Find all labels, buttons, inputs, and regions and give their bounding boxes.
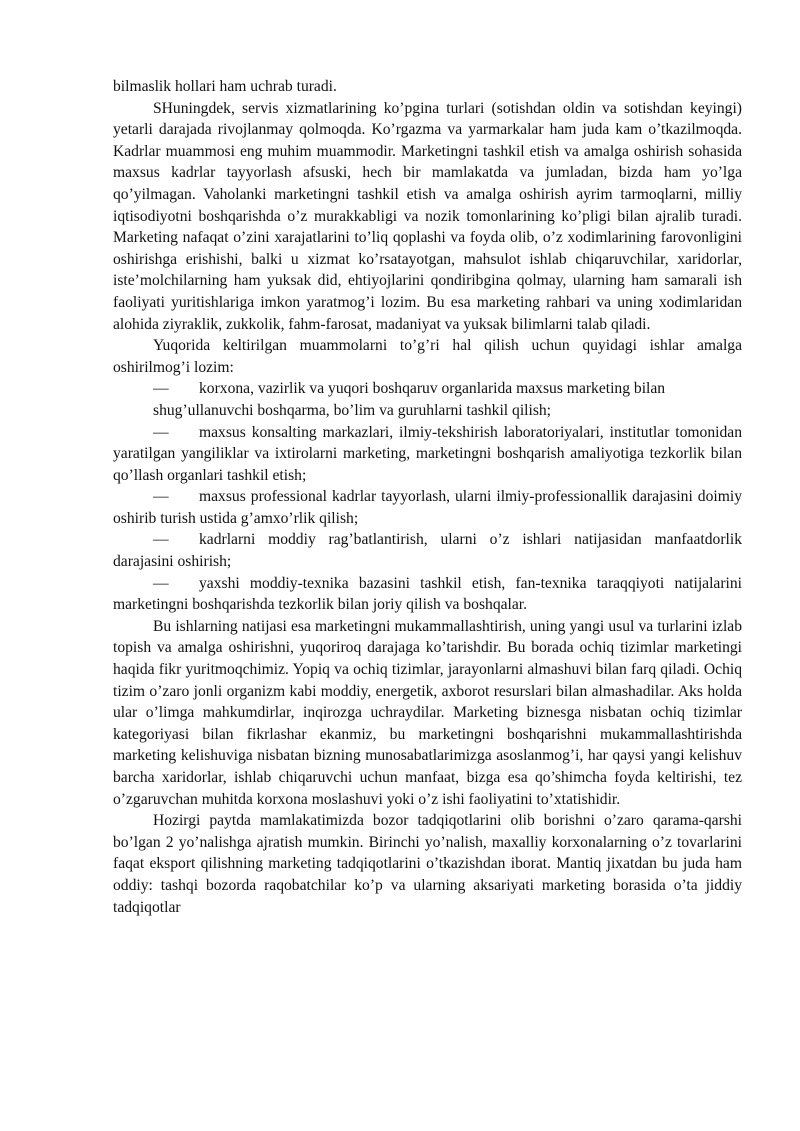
list-item-text: maxsus konsalting markazlari, ilmiy-tekshirish laboratoriyalari, institutlar tomonidan yaratilgan yangiliklar va ixtirolarni marketing, marketingni boshqarish amaliyotiga tezkorlik bilan qo’llash organlari tashkil etish; (113, 423, 742, 484)
list-item-continuation: shug’ullanuvchi boshqarma, bo’lim va guruhlarni tashkil qilish; (153, 401, 552, 419)
dash-marker: — (153, 423, 169, 441)
dash-marker: — (153, 488, 169, 506)
list-item-text: yaxshi moddiy-texnika bazasini tashkil etish, fan-texnika taraqqiyoti natijalarini marketingni boshqarishda tezkorlik bilan joriy qilish va boshqalar. (113, 574, 742, 614)
paragraph-services: SHuningdek, servis xizmatlarining ko’pgina turlari (sotishdan oldin va sotishdan keyingi) yetarli darajada rivojlanmay qolmoqda. Ko’rgazma va yarmarkalar ham juda kam o’tkazilmoqda. Kadrlar muammosi eng muhim muammodir. Marketingni tashkil etish va amalga oshirish sohasida maxsus kadrlar tayyorlash afsuski, hech bir mamlakatda va jumladan, bizda ham yo’lga qo’yilmagan. Vaholanki marketingni tashkil etish va amalga oshirish ayrim tarmoqlarni, milliy iqtisodiyotni boshqarishda o’z murakkabligi va nozik tomonlarining ko’pligi bilan ajralib turadi. Marketing nafaqat o’zini xarajatlarini to’liq qoplashi va foyda olib, o’z xodimlarining farovonligini oshirishga erishishi, balki u xizmat ko’rsatayotgan, mahsulot ishlab chiqaruvchilar, xaridorlar, iste’molchilarning ham yuksak did, ehtiyojlarini qondiribgina qolmay, ularning ham samarali ish faoliyati yuritishlariga imkon yaratmog’i lozim. Bu esa marketing rahbari va uning xodimlaridan alohida ziyraklik, zukkolik, fahm-farosat, madaniyat va yuksak bilimlarni talab qiladi. (113, 99, 742, 333)
paragraph-market-research: Hozirgi paytda mamlakatimizda bozor tadqiqotlarini olib borishni o’zaro qarama-qarshi bo’lgan 2 yo’nalishga ajratish mumkin. Birinchi yo’nalish, maxalliy korxonalarning o’z tovarlarini faqat eksport qilishning marketing tadqiqotlarini o’tkazishdan iborat. Mantiq jixatdan bu juda ham oddiy: tashqi bozorda raqobatchilar ko’p va ularning aksariyati marketing borasida o’ta jiddiy tadqiqotlar (113, 812, 742, 916)
list-item-text: maxsus professional kadrlar tayyorlash, ularni ilmiy-professionallik darajasini doimiy oshirib turish ustida g’amxo’rlik qilish; (113, 488, 742, 527)
paragraph-continuation: bilmaslik hollari ham uchrab turadi. (113, 78, 337, 95)
dash-marker: — (153, 531, 169, 549)
list-item (113, 422, 742, 487)
list-item (113, 573, 742, 616)
list-item (113, 486, 742, 529)
dash-marker: — (153, 574, 169, 592)
list-item-text: korxona, vazirlik va yuqori boshqaruv organlarida maxsus marketing bilan (199, 380, 666, 398)
paragraph-tasks-intro: Yuqorida keltirilgan muammolarni to’g’ri hal qilish uchun quyidagi ishlar amalga oshirilmog’i lozim: (113, 337, 742, 376)
list-item (113, 378, 742, 400)
paragraph-open-systems: Bu ishlarning natijasi esa marketingni mukammallashtirish, uning yangi usul va turlarini izlab topish va amalga oshirishni, yuqoriroq darajaga ko’tarishdir. Bu borada ochiq tizimlar marketingi haqida fikr yuritmoqchimiz. Yopiq va ochiq tizimlar, jarayonlarni almashuvi bilan farq qiladi. Ochiq tizim o’zaro jonli organizm kabi moddiy, energetik, axborot resurslari bilan almashadilar. Aks holda ular o’limga mahkumdirlar, inqirozga uchraydilar. Marketing biznesga nisbatan ochiq tizimlar kategoriyasi bilan fikrlashar ekanmiz, bu marketingni boshqarishni mukammallashtirishda marketing kelishuviga nisbatan bizning munosabatlarimizga asoslanmog’i, har qaysi yangi kelishuv barcha xaridorlar, ishlab chiqaruvchi uchun manfaat, bizga esa qo’shimcha foyda keltirishi, tez o’zgaruvchan muhitda korxona moslashuvi yoki o’z ishi faoliyatini to’xtatishidir. (113, 617, 742, 808)
list-item (113, 529, 742, 572)
list-item-text: kadrlarni moddiy rag’batlantirish, ularni o’z ishlari natijasidan manfaatdorlik darajasini oshirish; (113, 531, 742, 571)
dash-marker: — (153, 380, 169, 398)
